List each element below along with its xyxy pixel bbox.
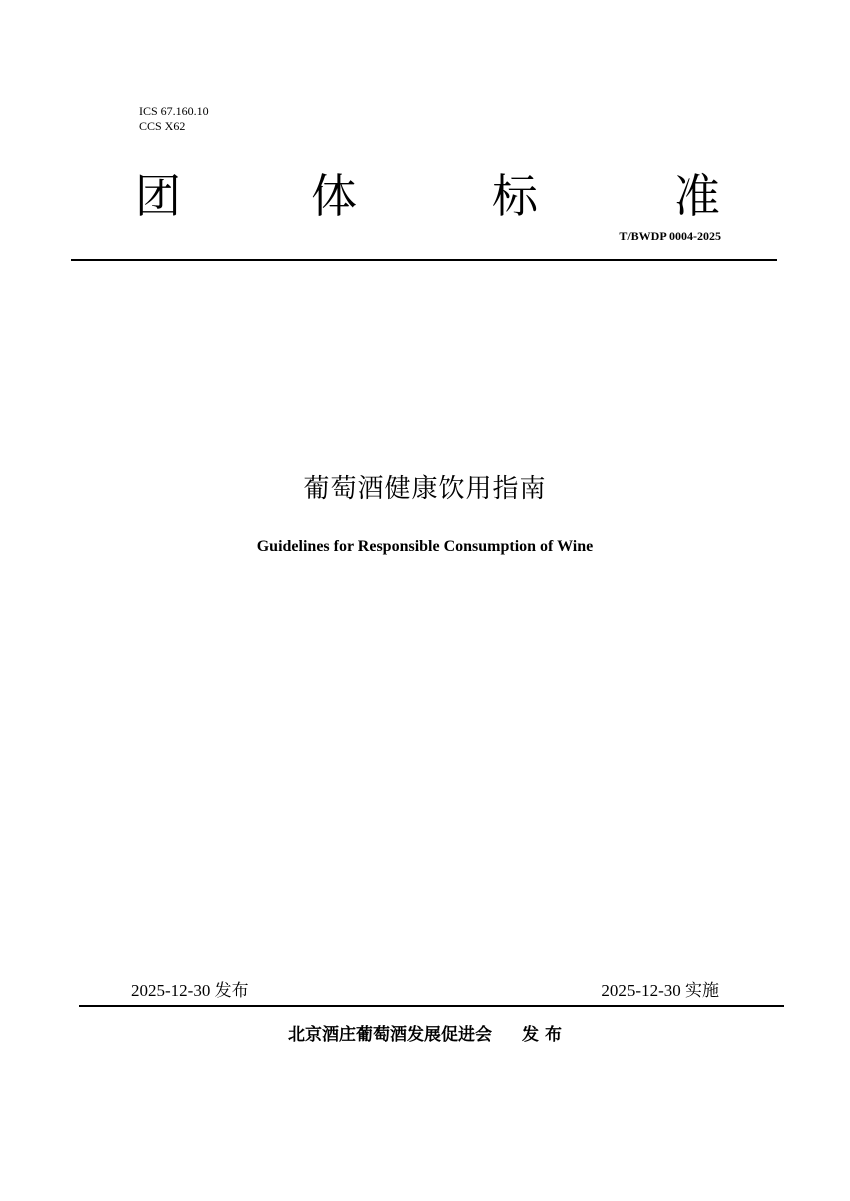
issuer-name: 北京酒庄葡萄酒发展促进会 <box>288 1025 493 1045</box>
issuer-line <box>0 1023 850 1047</box>
document-title-chinese: 葡萄酒健康饮用指南 <box>303 474 547 504</box>
footer-divider <box>79 1005 784 1007</box>
standard-type-char-4: 准 <box>674 169 720 223</box>
implement-date: 2025-12-30 实施 <box>601 981 719 1000</box>
issuer-action: 发 布 <box>522 1025 562 1045</box>
publish-date: 2025-12-30 发布 <box>131 981 249 1000</box>
ics-code: ICS 67.160.10 <box>139 104 209 118</box>
standard-number: T/BWDP 0004-2025 <box>619 229 721 243</box>
header-divider <box>71 259 777 261</box>
standard-type-char-2: 体 <box>311 169 357 223</box>
standard-type-char-1: 团 <box>135 169 181 223</box>
document-title-english: Guidelines for Responsible Consumption of Wine <box>256 538 594 555</box>
ccs-code: CCS X62 <box>139 119 186 133</box>
standard-type-char-3: 标 <box>492 169 538 223</box>
